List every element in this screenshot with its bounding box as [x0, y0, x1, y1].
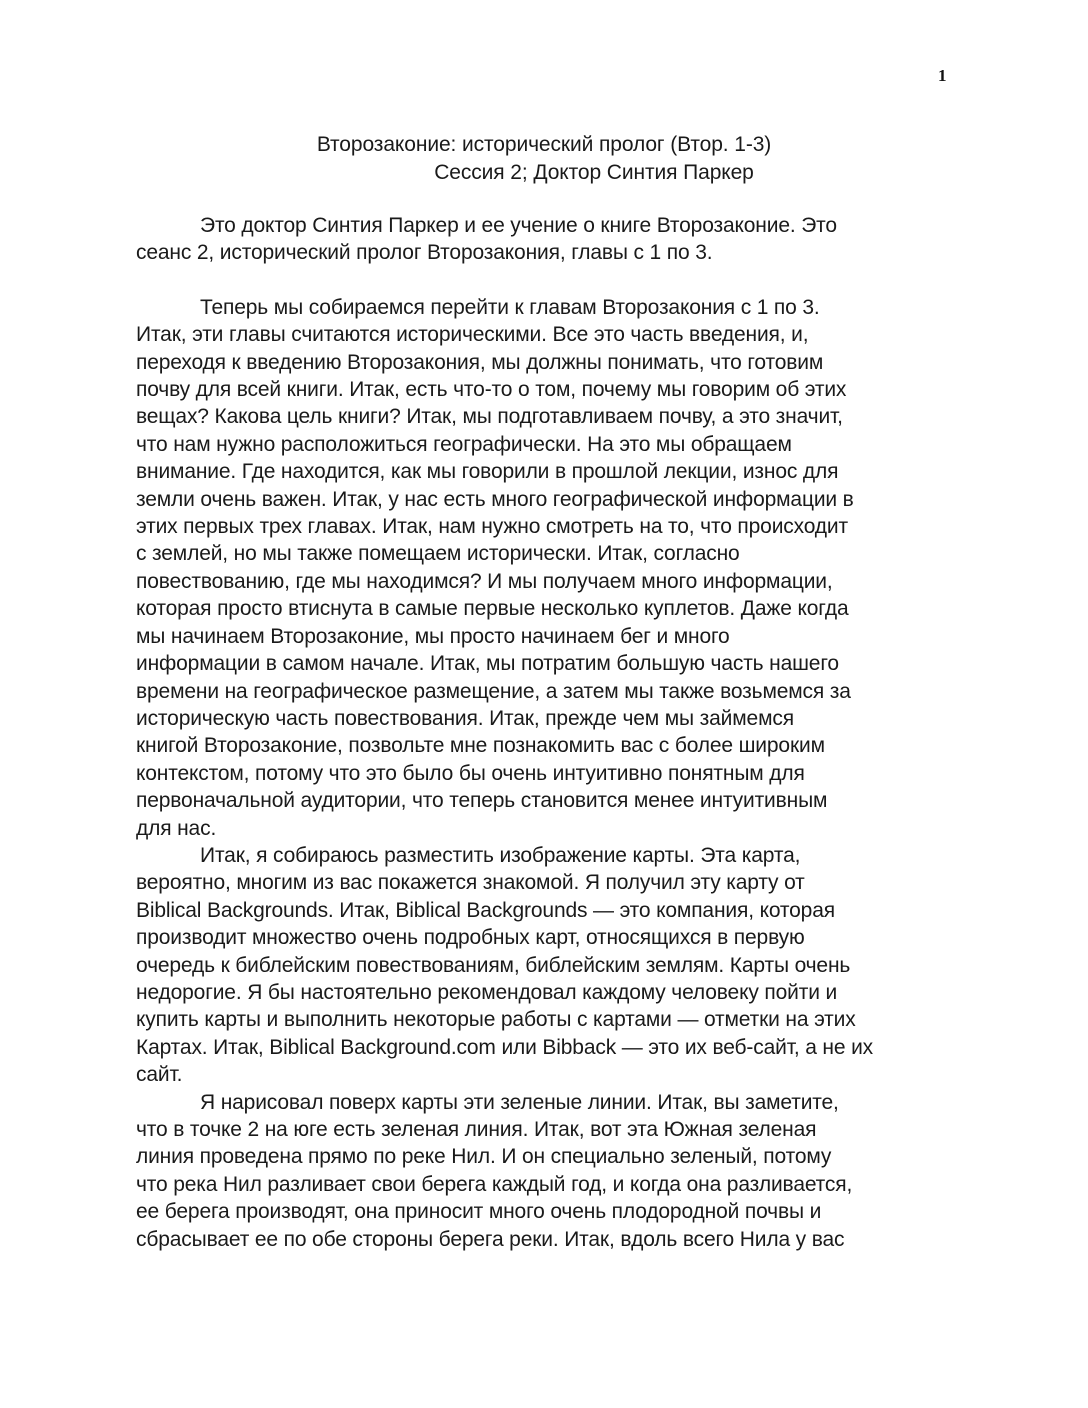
paragraph: [136, 294, 956, 842]
text-line: сайт.: [136, 1063, 183, 1087]
text-line: контекстом, потому что это было бы очень интуитивно понятным для: [136, 761, 805, 785]
text-line: историческую часть повествования. Итак, прежде чем мы займемся: [136, 706, 794, 730]
title-line: Второзаконие: исторический пролог (Втор. 1-3): [316, 133, 772, 156]
text-line: недорогие. Я бы настоятельно рекомендовал каждому человеку пойти и: [136, 980, 838, 1004]
text-line: земли очень важен. Итак, у нас есть много географической информации в: [136, 487, 854, 511]
text-line: сбрасывает ее по обе стороны берега реки. Итак, вдоль всего Нила у вас: [136, 1227, 845, 1251]
text-line: очередь к библейским повествованиям, библейским землям. Карты очень: [136, 953, 851, 977]
text-line: что нам нужно расположиться географически. На это мы обращаем: [136, 432, 792, 456]
text-line: что в точке 2 на юге есть зеленая линия. Итак, вот эта Южная зеленая: [136, 1118, 817, 1141]
text-line: книгой Второзаконие, позвольте мне познакомить вас с более широким: [136, 734, 825, 758]
paragraph: [136, 842, 956, 1089]
text-line: для нас.: [136, 816, 217, 840]
text-line: Итак, эти главы считаются историческими. Все это часть введения, и,: [136, 323, 809, 347]
text-line: этих первых трех главах. Итак, нам нужно смотреть на то, что происходит: [136, 515, 848, 539]
text-line: линия проведена прямо по реке Нил. И он специально зеленый, потому: [136, 1145, 832, 1169]
text-line: вероятно, многим из вас покажется знакомой. Я получил эту карту от: [136, 871, 805, 895]
text-line: ее берега производят, она приносит много очень плодородной почвы и: [136, 1200, 822, 1224]
text-line: купить карты и выполнить некоторые работы с картами — отметки на этих: [136, 1008, 856, 1032]
text-line: Biblical Backgrounds. Итак, Biblical Backgrounds — это компания, которая: [136, 898, 835, 922]
paragraph: [136, 212, 956, 267]
text-line: переходя к введению Второзакония, мы должны понимать, что готовим: [136, 350, 824, 374]
text-line: Я нарисовал поверх карты эти зеленые линии. Итак, вы заметите,: [200, 1090, 839, 1114]
text-line: внимание. Где находится, как мы говорили в прошлой лекции, износ для: [136, 460, 839, 484]
text-line: Картах. Итак, Biblical Background.com или Bibback — это их веб-сайт, а не их: [136, 1035, 874, 1059]
text-line: с землей, но мы также помещаем исторически. Итак, согласно: [136, 542, 740, 566]
text-line: вещах? Какова цель книги? Итак, мы подготавливаем почву, а это значит,: [136, 405, 843, 429]
text-line: сеанс 2, исторический пролог Второзакония, главы с 1 по 3.: [136, 241, 713, 265]
paragraph: [136, 1089, 956, 1253]
text-line: почву для всей книги. Итак, есть что-то о том, почему мы говорим об этих: [136, 378, 847, 402]
text-line: информации в самом начале. Итак, мы потратим большую часть нашего: [136, 652, 839, 676]
text-line: Это доктор Синтия Паркер и ее учение о книге Второзаконие. Это: [200, 214, 837, 237]
text-line: Теперь мы собираемся перейти к главам Второзакония с 1 по 3.: [200, 295, 820, 319]
text-line: первоначальной аудитории, что теперь становится менее интуитивным: [136, 789, 828, 813]
text-line: что река Нил разливает свои берега каждый год, и когда она разливается,: [136, 1172, 853, 1196]
text-line: Итак, я собираюсь разместить изображение карты. Эта карта,: [200, 843, 801, 867]
document-title: [120, 131, 968, 187]
document-body: [136, 212, 956, 1253]
text-line: времени на географическое размещение, а затем мы также возьмемся за: [136, 679, 851, 703]
subtitle-line: Сессия 2; Доктор Синтия Паркер: [434, 161, 754, 184]
text-line: которая просто втиснута в самые первые несколько куплетов. Даже когда: [136, 597, 849, 621]
text-line: производит множество очень подробных карт, относящихся в первую: [136, 926, 805, 950]
text-line: мы начинаем Второзаконие, мы просто начинаем бег и много: [136, 624, 730, 648]
page-number: 1: [938, 66, 947, 85]
text-line: повествованию, где мы находимся? И мы получаем много информации,: [136, 569, 833, 593]
